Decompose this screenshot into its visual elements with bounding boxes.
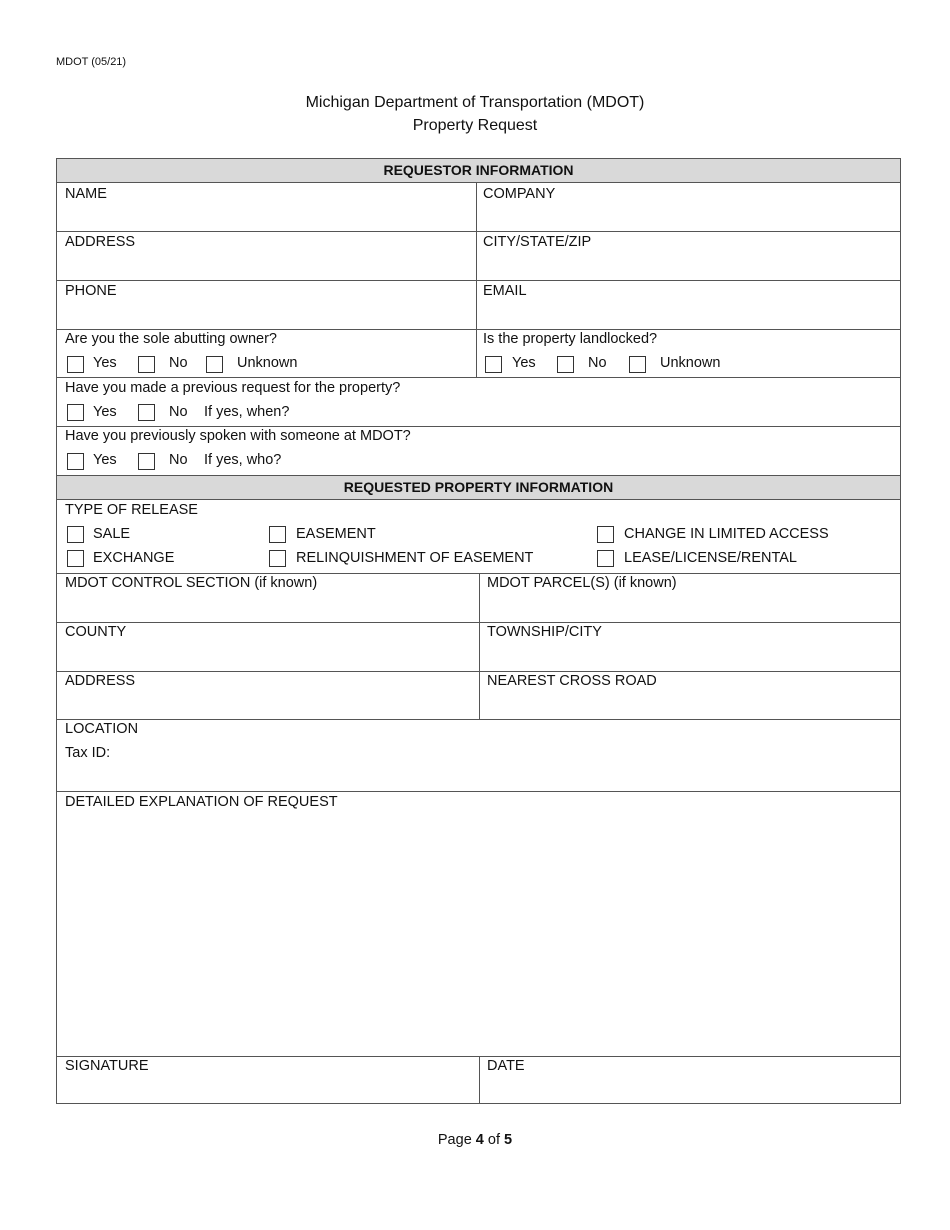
city-state-zip-label: CITY/STATE/ZIP <box>483 234 592 250</box>
landlocked-unknown-label: Unknown <box>660 355 721 371</box>
property-section-header: REQUESTED PROPERTY INFORMATION <box>57 476 900 499</box>
location-field[interactable] <box>58 720 900 791</box>
cross-road-field[interactable] <box>480 672 900 719</box>
county-label: COUNTY <box>65 624 127 640</box>
landlocked-unknown-checkbox[interactable] <box>629 356 646 373</box>
location-label: LOCATION <box>65 721 139 737</box>
landlocked-yes-label: Yes <box>512 355 536 371</box>
release-sale-label: SALE <box>93 526 131 542</box>
township-label: TOWNSHIP/CITY <box>487 624 602 640</box>
page-prefix: Page <box>437 1132 472 1148</box>
release-lease-label: LEASE/LICENSE/RENTAL <box>624 550 797 566</box>
previous-request-when-field[interactable] <box>302 401 892 425</box>
landlocked-question: Is the property landlocked? <box>483 331 658 347</box>
previous-request-yes-label: Yes <box>93 404 117 420</box>
property-address-field[interactable] <box>58 672 478 719</box>
address-label: ADDRESS <box>65 234 136 250</box>
address-field[interactable] <box>58 232 475 280</box>
type-of-release-label: TYPE OF RELEASE <box>65 502 198 518</box>
city-state-zip-field[interactable] <box>477 232 900 280</box>
date-label: DATE <box>487 1058 525 1074</box>
phone-field[interactable] <box>58 281 475 329</box>
form-code: MDOT (05/21) <box>56 56 127 68</box>
spoken-question: Have you previously spoken with someone at MDOT? <box>65 428 411 444</box>
property-address-label: ADDRESS <box>65 673 136 689</box>
date-field[interactable] <box>480 1057 900 1103</box>
property-request-form <box>56 158 901 1104</box>
previous-request-no-label: No <box>169 404 188 420</box>
landlocked-no-label: No <box>588 355 607 371</box>
landlocked-no-checkbox[interactable] <box>557 356 574 373</box>
explanation-field[interactable] <box>58 792 900 1055</box>
page-of: of <box>487 1132 500 1148</box>
tax-id-label: Tax ID: <box>65 745 111 761</box>
page-total: 5 <box>504 1132 513 1148</box>
sole-owner-no-checkbox[interactable] <box>138 356 155 373</box>
email-label: EMAIL <box>483 283 527 299</box>
previous-request-no-checkbox[interactable] <box>138 404 155 421</box>
parcels-field[interactable] <box>480 574 900 622</box>
release-change-limited-access-checkbox[interactable] <box>597 526 614 543</box>
page-number <box>0 1132 950 1148</box>
sole-owner-unknown-label: Unknown <box>237 355 298 371</box>
agency-title: Michigan Department of Transportation (MDOT) <box>305 94 645 111</box>
landlocked-yes-checkbox[interactable] <box>485 356 502 373</box>
explanation-label: DETAILED EXPLANATION OF REQUEST <box>65 794 338 810</box>
email-field[interactable] <box>477 281 900 329</box>
requestor-section-header: REQUESTOR INFORMATION <box>57 159 900 182</box>
name-label: NAME <box>65 186 107 202</box>
spoken-no-label: No <box>169 452 188 468</box>
page-title: Property Request <box>412 117 538 134</box>
release-easement-checkbox[interactable] <box>269 526 286 543</box>
spoken-who-field[interactable] <box>292 449 892 473</box>
signature-field[interactable] <box>58 1057 478 1103</box>
sole-owner-yes-label: Yes <box>93 355 117 371</box>
company-field[interactable] <box>477 183 900 231</box>
release-change-limited-access-label: CHANGE IN LIMITED ACCESS <box>624 526 829 542</box>
sole-owner-question: Are you the sole abutting owner? <box>65 331 277 347</box>
release-relinquishment-checkbox[interactable] <box>269 550 286 567</box>
previous-request-question: Have you made a previous request for the property? <box>65 380 401 396</box>
release-exchange-checkbox[interactable] <box>67 550 84 567</box>
spoken-yes-checkbox[interactable] <box>67 453 84 470</box>
township-field[interactable] <box>480 623 900 671</box>
control-section-label: MDOT CONTROL SECTION (if known) <box>65 575 318 591</box>
parcels-label: MDOT PARCEL(S) (if known) <box>487 575 677 591</box>
release-sale-checkbox[interactable] <box>67 526 84 543</box>
phone-label: PHONE <box>65 283 117 299</box>
county-field[interactable] <box>58 623 478 671</box>
release-easement-label: EASEMENT <box>296 526 376 542</box>
release-lease-checkbox[interactable] <box>597 550 614 567</box>
sole-owner-unknown-checkbox[interactable] <box>206 356 223 373</box>
release-exchange-label: EXCHANGE <box>93 550 175 566</box>
signature-label: SIGNATURE <box>65 1058 149 1074</box>
spoken-no-checkbox[interactable] <box>138 453 155 470</box>
previous-request-yes-checkbox[interactable] <box>67 404 84 421</box>
control-section-field[interactable] <box>58 574 478 622</box>
spoken-followup: If yes, who? <box>204 452 282 468</box>
company-label: COMPANY <box>483 186 556 202</box>
previous-request-followup: If yes, when? <box>204 404 290 420</box>
page-current: 4 <box>475 1132 484 1148</box>
cross-road-label: NEAREST CROSS ROAD <box>487 673 657 689</box>
sole-owner-no-label: No <box>169 355 188 371</box>
sole-owner-yes-checkbox[interactable] <box>67 356 84 373</box>
spoken-yes-label: Yes <box>93 452 117 468</box>
release-relinquishment-label: RELINQUISHMENT OF EASEMENT <box>296 550 534 566</box>
name-field[interactable] <box>58 183 475 231</box>
